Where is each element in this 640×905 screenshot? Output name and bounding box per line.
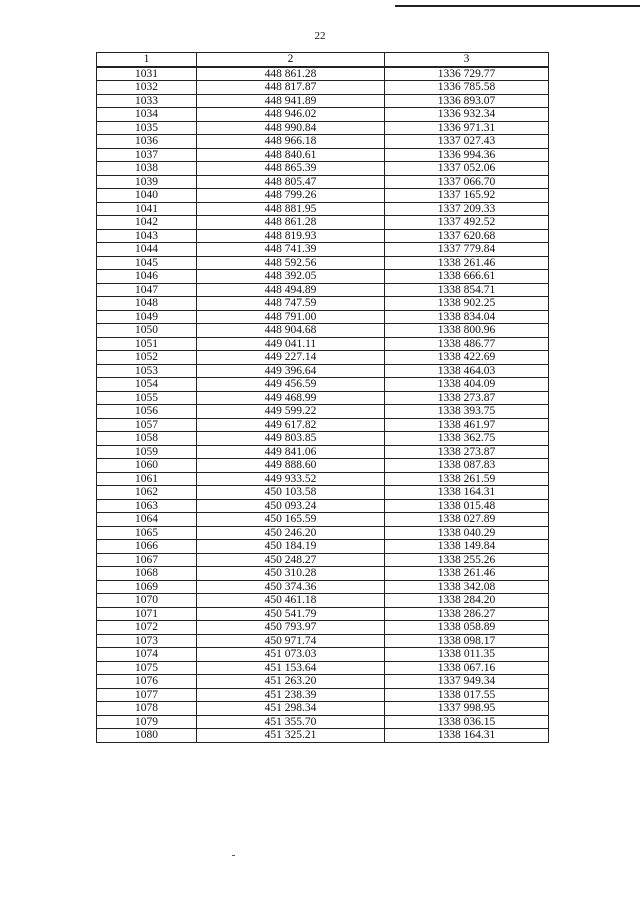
point-number-cell: 1050 — [97, 324, 197, 338]
point-number-cell: 1044 — [97, 243, 197, 257]
x-coordinate-cell: 450 971.74 — [197, 634, 385, 648]
point-number-cell: 1070 — [97, 594, 197, 608]
y-coordinate-cell: 1338 261.46 — [385, 567, 549, 581]
point-number-cell: 1052 — [97, 351, 197, 365]
table-row — [97, 459, 549, 473]
point-number-cell: 1034 — [97, 108, 197, 122]
table-row — [97, 634, 549, 648]
y-coordinate-cell: 1338 164.31 — [385, 729, 549, 743]
point-number-cell: 1045 — [97, 256, 197, 270]
point-number-cell: 1042 — [97, 216, 197, 230]
page-number: 22 — [314, 30, 326, 42]
x-coordinate-cell: 448 861.28 — [197, 216, 385, 230]
point-number-cell: 1067 — [97, 553, 197, 567]
point-number-cell: 1075 — [97, 661, 197, 675]
table-row — [97, 675, 549, 689]
y-coordinate-cell: 1338 015.48 — [385, 499, 549, 513]
point-number-cell: 1060 — [97, 459, 197, 473]
x-coordinate-cell: 449 041.11 — [197, 337, 385, 351]
x-coordinate-cell: 449 841.06 — [197, 445, 385, 459]
point-number-cell: 1076 — [97, 675, 197, 689]
x-coordinate-cell: 451 263.20 — [197, 675, 385, 689]
table-row — [97, 270, 549, 284]
y-coordinate-cell: 1338 273.87 — [385, 391, 549, 405]
table-row — [97, 729, 549, 743]
x-coordinate-cell: 450 093.24 — [197, 499, 385, 513]
table-body — [97, 67, 549, 743]
table-row — [97, 162, 549, 176]
point-number-cell: 1038 — [97, 162, 197, 176]
x-coordinate-cell: 449 617.82 — [197, 418, 385, 432]
y-coordinate-cell: 1338 027.89 — [385, 513, 549, 527]
x-coordinate-cell: 448 799.26 — [197, 189, 385, 203]
x-coordinate-cell: 451 325.21 — [197, 729, 385, 743]
scan-mark — [232, 855, 235, 856]
coordinates-table — [96, 52, 549, 743]
point-number-cell: 1065 — [97, 526, 197, 540]
y-coordinate-cell: 1338 342.08 — [385, 580, 549, 594]
x-coordinate-cell: 450 541.79 — [197, 607, 385, 621]
point-number-cell: 1040 — [97, 189, 197, 203]
table-row — [97, 351, 549, 365]
x-coordinate-cell: 448 990.84 — [197, 121, 385, 135]
table-row — [97, 94, 549, 108]
x-coordinate-cell: 450 184.19 — [197, 540, 385, 554]
table-row — [97, 364, 549, 378]
x-coordinate-cell: 450 310.28 — [197, 567, 385, 581]
x-coordinate-cell: 448 592.56 — [197, 256, 385, 270]
x-coordinate-cell: 450 103.58 — [197, 486, 385, 500]
x-coordinate-cell: 450 793.97 — [197, 621, 385, 635]
x-coordinate-cell: 448 741.39 — [197, 243, 385, 257]
y-coordinate-cell: 1338 149.84 — [385, 540, 549, 554]
y-coordinate-cell: 1337 620.68 — [385, 229, 549, 243]
point-number-cell: 1054 — [97, 378, 197, 392]
table-row — [97, 243, 549, 257]
point-number-cell: 1043 — [97, 229, 197, 243]
point-number-cell: 1041 — [97, 202, 197, 216]
table-row — [97, 513, 549, 527]
y-coordinate-cell: 1337 066.70 — [385, 175, 549, 189]
table-row — [97, 108, 549, 122]
table-row — [97, 189, 549, 203]
table-row — [97, 445, 549, 459]
x-coordinate-cell: 448 791.00 — [197, 310, 385, 324]
point-number-cell: 1069 — [97, 580, 197, 594]
table-row — [97, 283, 549, 297]
point-number-cell: 1051 — [97, 337, 197, 351]
x-coordinate-cell: 448 865.39 — [197, 162, 385, 176]
table-row — [97, 121, 549, 135]
y-coordinate-cell: 1338 464.03 — [385, 364, 549, 378]
table-row — [97, 688, 549, 702]
x-coordinate-cell: 449 888.60 — [197, 459, 385, 473]
x-coordinate-cell: 449 396.64 — [197, 364, 385, 378]
x-coordinate-cell: 450 461.18 — [197, 594, 385, 608]
point-number-cell: 1046 — [97, 270, 197, 284]
y-coordinate-cell: 1338 261.59 — [385, 472, 549, 486]
y-coordinate-cell: 1338 422.69 — [385, 351, 549, 365]
point-number-cell: 1047 — [97, 283, 197, 297]
table-row — [97, 567, 549, 581]
y-coordinate-cell: 1338 902.25 — [385, 297, 549, 311]
y-coordinate-cell: 1338 017.55 — [385, 688, 549, 702]
x-coordinate-cell: 449 227.14 — [197, 351, 385, 365]
point-number-cell: 1053 — [97, 364, 197, 378]
table-row — [97, 432, 549, 446]
y-coordinate-cell: 1336 893.07 — [385, 94, 549, 108]
table-row — [97, 405, 549, 419]
x-coordinate-cell: 448 861.28 — [197, 67, 385, 81]
x-coordinate-cell: 448 747.59 — [197, 297, 385, 311]
table-row — [97, 256, 549, 270]
point-number-cell: 1080 — [97, 729, 197, 743]
table-row — [97, 553, 549, 567]
x-coordinate-cell: 448 494.89 — [197, 283, 385, 297]
y-coordinate-cell: 1336 994.36 — [385, 148, 549, 162]
y-coordinate-cell: 1338 800.96 — [385, 324, 549, 338]
y-coordinate-cell: 1338 834.04 — [385, 310, 549, 324]
y-coordinate-cell: 1338 486.77 — [385, 337, 549, 351]
point-number-cell: 1037 — [97, 148, 197, 162]
table-row — [97, 324, 549, 338]
x-coordinate-cell: 450 248.27 — [197, 553, 385, 567]
point-number-cell: 1066 — [97, 540, 197, 554]
point-number-cell: 1033 — [97, 94, 197, 108]
x-coordinate-cell: 449 599.22 — [197, 405, 385, 419]
column-header-2: 2 — [197, 53, 385, 67]
x-coordinate-cell: 449 456.59 — [197, 378, 385, 392]
table-row — [97, 715, 549, 729]
y-coordinate-cell: 1338 273.87 — [385, 445, 549, 459]
x-coordinate-cell: 448 881.95 — [197, 202, 385, 216]
point-number-cell: 1064 — [97, 513, 197, 527]
x-coordinate-cell: 450 246.20 — [197, 526, 385, 540]
y-coordinate-cell: 1338 284.20 — [385, 594, 549, 608]
x-coordinate-cell: 448 946.02 — [197, 108, 385, 122]
x-coordinate-cell: 448 941.89 — [197, 94, 385, 108]
point-number-cell: 1049 — [97, 310, 197, 324]
point-number-cell: 1036 — [97, 135, 197, 149]
x-coordinate-cell: 451 355.70 — [197, 715, 385, 729]
point-number-cell: 1077 — [97, 688, 197, 702]
table-row — [97, 148, 549, 162]
point-number-cell: 1062 — [97, 486, 197, 500]
table-row — [97, 175, 549, 189]
table-row — [97, 216, 549, 230]
x-coordinate-cell: 450 165.59 — [197, 513, 385, 527]
point-number-cell: 1068 — [97, 567, 197, 581]
x-coordinate-cell: 451 238.39 — [197, 688, 385, 702]
table-row — [97, 648, 549, 662]
y-coordinate-cell: 1338 393.75 — [385, 405, 549, 419]
table-row — [97, 418, 549, 432]
x-coordinate-cell: 451 153.64 — [197, 661, 385, 675]
point-number-cell: 1035 — [97, 121, 197, 135]
y-coordinate-cell: 1336 729.77 — [385, 67, 549, 81]
y-coordinate-cell: 1338 255.26 — [385, 553, 549, 567]
y-coordinate-cell: 1338 011.35 — [385, 648, 549, 662]
y-coordinate-cell: 1336 932.34 — [385, 108, 549, 122]
y-coordinate-cell: 1337 492.52 — [385, 216, 549, 230]
table-row — [97, 378, 549, 392]
table-header — [97, 53, 549, 67]
x-coordinate-cell: 448 819.93 — [197, 229, 385, 243]
point-number-cell: 1071 — [97, 607, 197, 621]
x-coordinate-cell: 448 392.05 — [197, 270, 385, 284]
y-coordinate-cell: 1336 971.31 — [385, 121, 549, 135]
x-coordinate-cell: 450 374.36 — [197, 580, 385, 594]
table-row — [97, 297, 549, 311]
x-coordinate-cell: 448 966.18 — [197, 135, 385, 149]
y-coordinate-cell: 1338 666.61 — [385, 270, 549, 284]
table-row — [97, 499, 549, 513]
x-coordinate-cell: 449 468.99 — [197, 391, 385, 405]
table-row — [97, 540, 549, 554]
point-number-cell: 1072 — [97, 621, 197, 635]
y-coordinate-cell: 1337 052.06 — [385, 162, 549, 176]
x-coordinate-cell: 448 805.47 — [197, 175, 385, 189]
table-row — [97, 81, 549, 95]
x-coordinate-cell: 448 840.61 — [197, 148, 385, 162]
point-number-cell: 1074 — [97, 648, 197, 662]
point-number-cell: 1048 — [97, 297, 197, 311]
point-number-cell: 1039 — [97, 175, 197, 189]
y-coordinate-cell: 1338 261.46 — [385, 256, 549, 270]
point-number-cell: 1031 — [97, 67, 197, 81]
table-row — [97, 621, 549, 635]
point-number-cell: 1032 — [97, 81, 197, 95]
point-number-cell: 1057 — [97, 418, 197, 432]
top-rule — [395, 5, 640, 7]
y-coordinate-cell: 1338 067.16 — [385, 661, 549, 675]
x-coordinate-cell: 448 817.87 — [197, 81, 385, 95]
table-row — [97, 594, 549, 608]
point-number-cell: 1063 — [97, 499, 197, 513]
header-row — [97, 53, 549, 67]
table-row — [97, 310, 549, 324]
y-coordinate-cell: 1338 461.97 — [385, 418, 549, 432]
table-row — [97, 702, 549, 716]
table-row — [97, 607, 549, 621]
y-coordinate-cell: 1338 854.71 — [385, 283, 549, 297]
x-coordinate-cell: 449 803.85 — [197, 432, 385, 446]
y-coordinate-cell: 1337 027.43 — [385, 135, 549, 149]
table-row — [97, 472, 549, 486]
y-coordinate-cell: 1337 779.84 — [385, 243, 549, 257]
y-coordinate-cell: 1338 040.29 — [385, 526, 549, 540]
column-header-1: 1 — [97, 53, 197, 67]
y-coordinate-cell: 1337 949.34 — [385, 675, 549, 689]
y-coordinate-cell: 1338 362.75 — [385, 432, 549, 446]
x-coordinate-cell: 448 904.68 — [197, 324, 385, 338]
y-coordinate-cell: 1338 098.17 — [385, 634, 549, 648]
point-number-cell: 1073 — [97, 634, 197, 648]
table-row — [97, 135, 549, 149]
table-row — [97, 486, 549, 500]
table-row — [97, 202, 549, 216]
x-coordinate-cell: 449 933.52 — [197, 472, 385, 486]
y-coordinate-cell: 1338 087.83 — [385, 459, 549, 473]
x-coordinate-cell: 451 073.03 — [197, 648, 385, 662]
point-number-cell: 1078 — [97, 702, 197, 716]
column-header-3: 3 — [385, 53, 549, 67]
point-number-cell: 1055 — [97, 391, 197, 405]
y-coordinate-cell: 1338 058.89 — [385, 621, 549, 635]
table-row — [97, 391, 549, 405]
y-coordinate-cell: 1338 404.09 — [385, 378, 549, 392]
point-number-cell: 1061 — [97, 472, 197, 486]
y-coordinate-cell: 1337 165.92 — [385, 189, 549, 203]
y-coordinate-cell: 1338 164.31 — [385, 486, 549, 500]
y-coordinate-cell: 1338 036.15 — [385, 715, 549, 729]
point-number-cell: 1058 — [97, 432, 197, 446]
y-coordinate-cell: 1338 286.27 — [385, 607, 549, 621]
table-row — [97, 580, 549, 594]
y-coordinate-cell: 1337 209.33 — [385, 202, 549, 216]
table-row — [97, 526, 549, 540]
y-coordinate-cell: 1337 998.95 — [385, 702, 549, 716]
point-number-cell: 1079 — [97, 715, 197, 729]
y-coordinate-cell: 1336 785.58 — [385, 81, 549, 95]
table-row — [97, 229, 549, 243]
point-number-cell: 1056 — [97, 405, 197, 419]
table-row — [97, 67, 549, 81]
table-row — [97, 661, 549, 675]
point-number-cell: 1059 — [97, 445, 197, 459]
x-coordinate-cell: 451 298.34 — [197, 702, 385, 716]
table-row — [97, 337, 549, 351]
